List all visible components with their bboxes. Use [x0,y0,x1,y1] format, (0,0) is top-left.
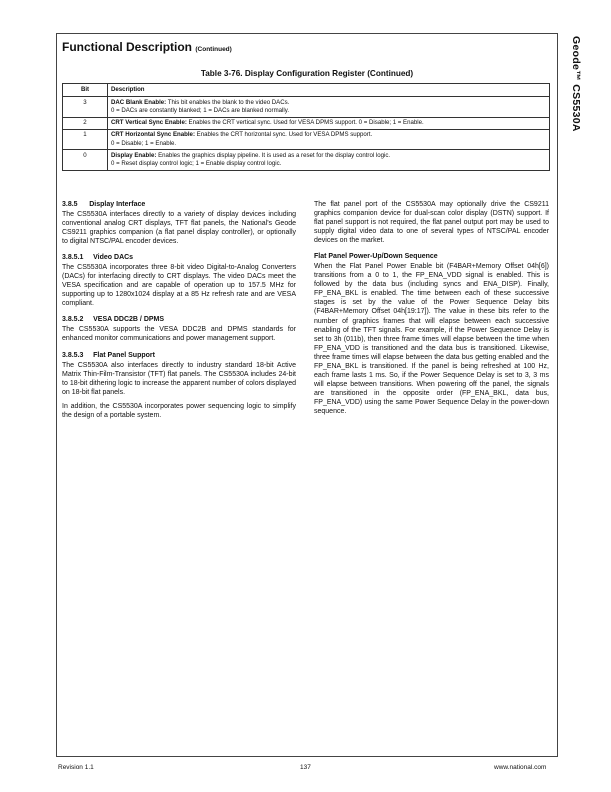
paragraph: The CS5530A supports the VESA DDC2B and DPMS standards for enhanced monitor communications and power management support. [62,326,296,343]
description-cell: CRT Horizontal Sync Enable: Enables the CRT horizontal sync. Used for VESA DPMS support. 0 = Disable; 1 = Enable. [108,129,550,150]
footer-url: www.national.com [494,764,547,771]
table-header-row [63,84,550,97]
column-header-description: Description [108,84,550,97]
bit-cell: 2 [63,117,108,129]
table-caption: Table 3-76. Display Configuration Register (Continued) [200,69,414,78]
column-header-bit: Bit [63,84,108,97]
section-title: Functional Description (Continued) [62,40,232,54]
paragraph: The CS5530A incorporates three 8-bit video Digital-to-Analog Converters (DACs) for interfacing directly to CRT displays. The video DACs meet the VESA specification and are capable of operation up to 157.5 MHz for supporting up to 1280x1024 display at a 85 Hz refresh rate and are VESA compliant. [62,264,296,308]
register-table [62,83,550,171]
description-cell: CRT Vertical Sync Enable: Enables the CRT vertical sync. Used for VESA DPMS support. 0 = Disable; 1 = Enable. [108,117,550,129]
left-column [62,200,296,420]
heading-vesa-ddc2b: 3.8.5.2 VESA DDC2B / DPMS [62,316,165,324]
paragraph: When the Flat Panel Power Enable bit (F4BAR+Memory Offset 04h[6]) transitions from a 0 to 1, the FP_ENA_VDD signal is enabled. This is followed by the data bus (including syncs and ENA_DISP). Finally, FP_ENA_BKL is enabled. The time between each of these successive stages is set by the value of the Power Sequence Delay bits (F4BAR+Memory Offset 04h[19:17]). The value in these bits refer to the number of graphics frames that will elapse between each successive enabling of the TFT signals. For example, if the Power Sequence Delay is set to 3h (011b), then three frame times will elapse between the time when FP_ENA_VDD is transitioned and the data bus is transitioned. Likewise, three frame times will elapse between the data bus getting enabled and the FP_ENA_BKL is transitioned. If the panel is being refreshed at 100 Hz, each frame lasts 1 ms. So, if the Power Sequence Delay is set to 3, 3 ms will elapse between transitions. When powering off the panel, the signals are transitioned in the opposite order (FP_ENA_BKL, data bus, FP_ENA_VDD) using the same Power Sequence Delay in the power-down sequence. [314,263,549,415]
bit-cell: 0 [63,150,108,171]
paragraph: The CS5530A interfaces directly to a variety of display devices including conventional analog CRT displays, TFT flat panels, the National's Geode CS9211 graphics companion (a flat panel display controller), or optionally to digital NTSC/PAL encoder devices. [62,211,296,246]
heading-flat-panel-support: 3.8.5.3 Flat Panel Support [62,351,155,359]
heading-display-interface: 3.8.5 Display Interface [62,201,146,208]
footer-revision: Revision 1.1 [58,764,94,771]
table-row [63,97,550,118]
paragraph: In addition, the CS5530A incorporates power sequencing logic to simplify the design of a portable system. [62,402,296,419]
heading-video-dacs: 3.8.5.1 Video DACs [62,254,134,262]
bit-cell: 3 [63,97,108,118]
table-row [63,129,550,150]
description-cell: Display Enable: Enables the graphics display pipeline. It is used as a reset for the display control logic. 0 = Reset display control logic; 1 = Enable display control logic. [108,150,550,171]
section-title-suffix: (Continued) [195,46,232,53]
table-row [63,117,550,129]
right-column [314,200,549,416]
side-title: Geode™ CS5530A [570,36,582,132]
footer-page-number: 137 [300,764,311,771]
heading-power-sequence: Flat Panel Power-Up/Down Sequence [314,253,438,261]
description-cell: DAC Blank Enable: This bit enables the blank to the video DACs. 0 = DACs are constantly blanked; 1 = DACs are blanked normally. [108,97,550,118]
table-row [63,150,550,171]
paragraph: The CS5530A also interfaces directly to industry standard 18-bit Active Matrix Thin-Film-Transistor (TFT) flat panels. The CS5530A includes 24-bit to 18-bit dithering logic to increase the apparent number of colors displayed on 18-bit flat panels. [62,361,296,396]
paragraph: The flat panel port of the CS5530A may optionally drive the CS9211 graphics companion device for dual-scan color display (DSTN) support. If flat panel support is not required, the flat panel output port may be used to supply digital video data to one of several types of NTSC/PAL encoder devices on the market. [314,201,549,245]
bit-cell: 1 [63,129,108,150]
